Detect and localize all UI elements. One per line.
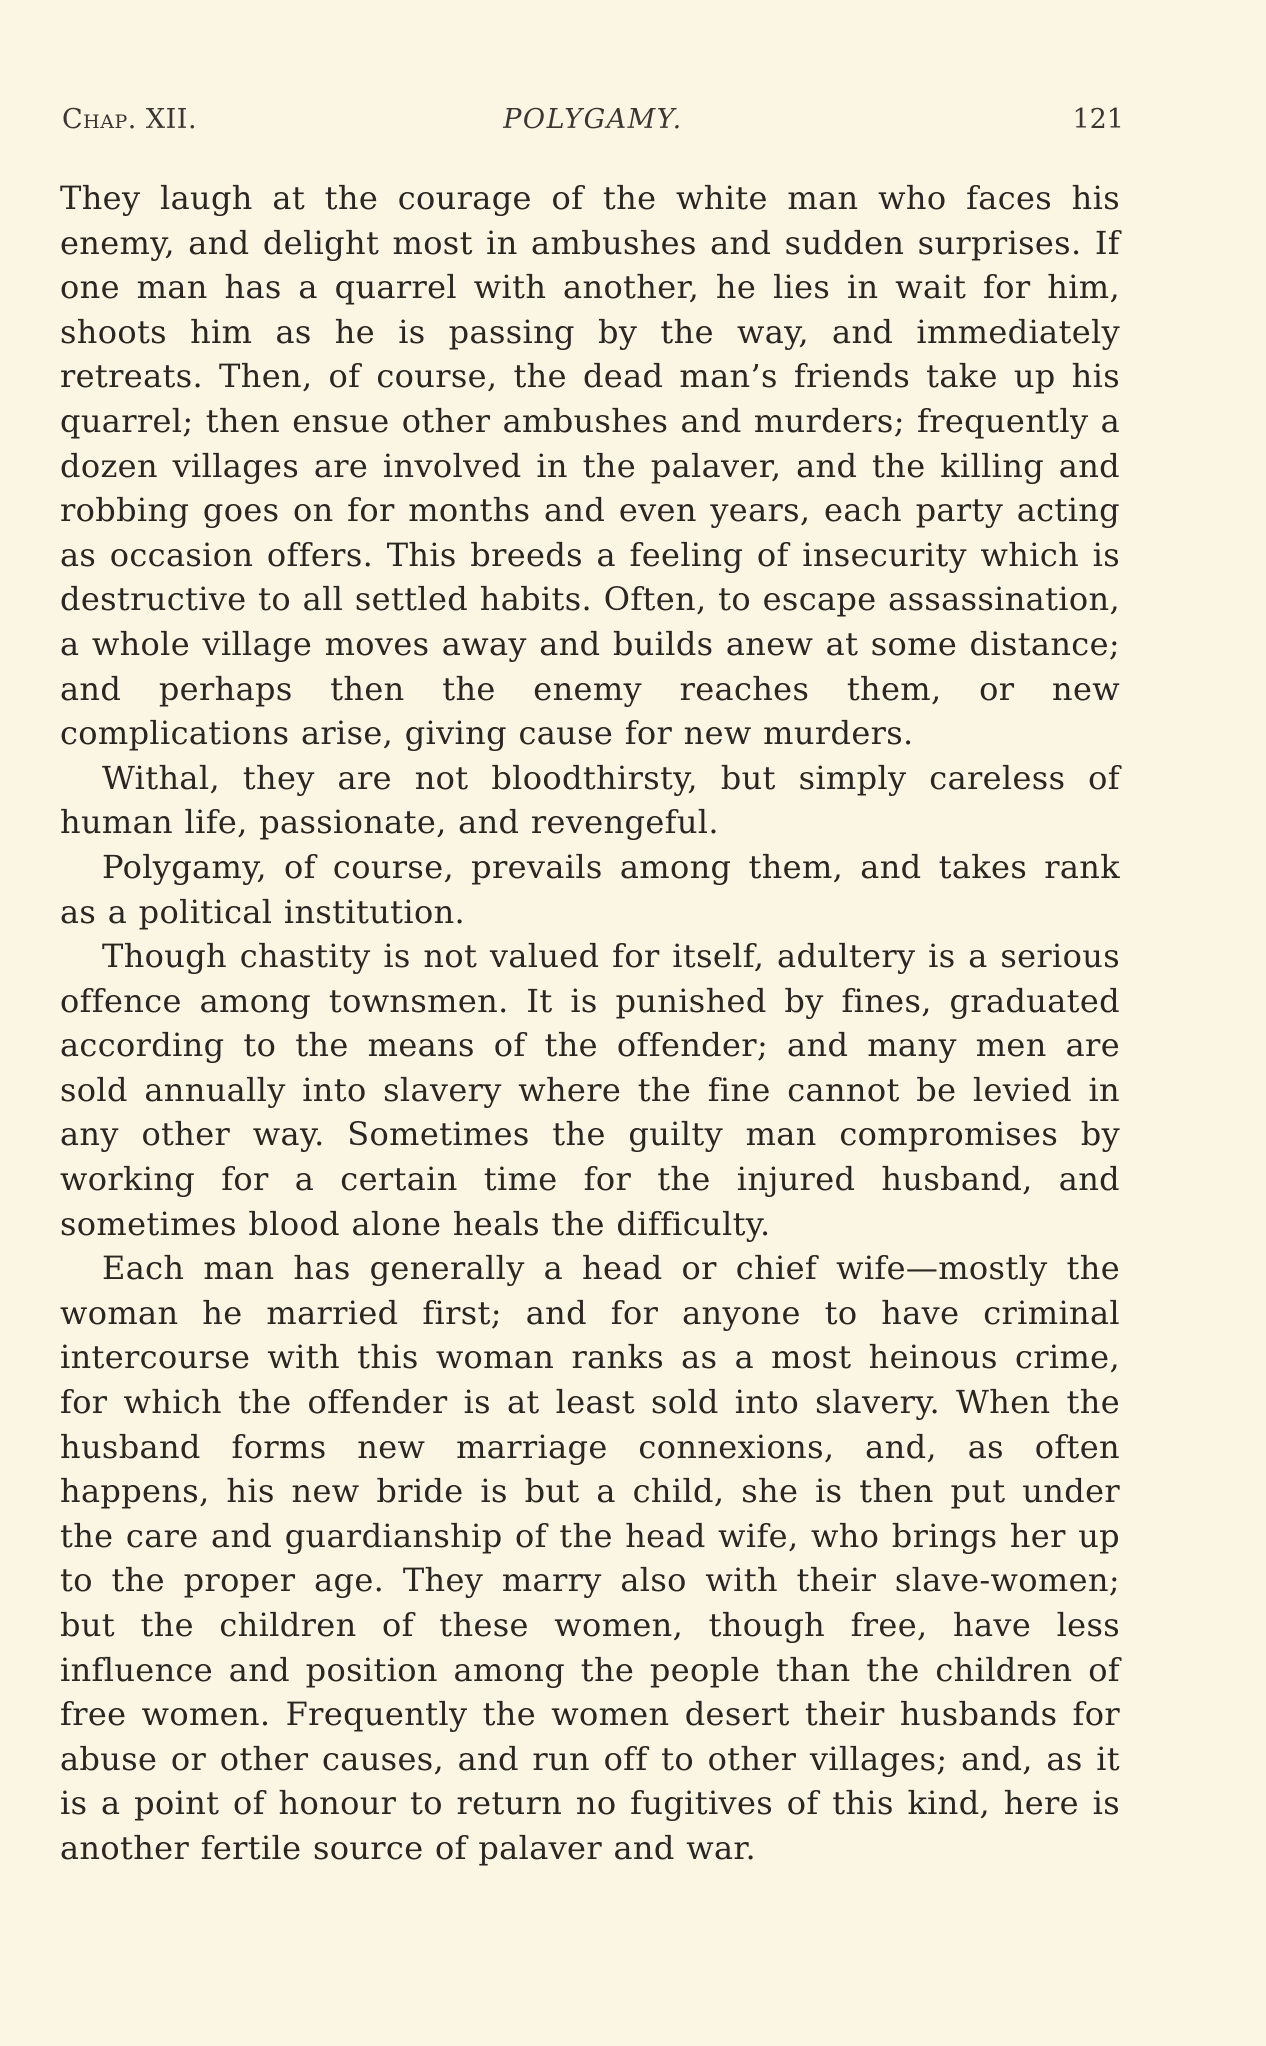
paragraph-ambushes: They laugh at the courage of the white man who faces his enemy, and delight most in ambushes and sudden surprises. If one man has a quarrel with another, he lies in wait for him, shoots him as he is passing by the way, and immediately retreats. Then, of course, the dead man’s friends take up his quarrel; then ensue other ambushes and murders; frequently a dozen villages are involved in the palaver, and the killing and robbing goes on for months and even years, each party acting as occasion offers. This breeds a feeling of insecurity which is destructive to all settled habits. Often, to escape assassination, a whole village moves away and builds anew at some distance; and perhaps then the enemy reaches them, or new complications arise, giving cause for new murders. bbox=[60, 179, 1120, 753]
paragraph-withal: Withal, they are not bloodthirsty, but simply careless of human life, passionate, and revengeful. bbox=[60, 758, 1120, 842]
body-text bbox=[60, 176, 1120, 1871]
running-title: POLYGAMY. bbox=[503, 104, 683, 135]
chapter-label: Chap. XII. bbox=[62, 104, 198, 135]
running-head bbox=[62, 104, 1124, 144]
paragraph-chastity: Though chastity is not valued for itself, adultery is a serious offence among townsmen. It is punished by fines, graduated according to the means of the offender; and many men are sold annually into slavery where the fine cannot be levied in any other way. Sometimes the guilty man compromises by working for a certain time for the injured husband, and sometimes blood alone heals the difficulty. bbox=[60, 937, 1120, 1243]
page-number: 121 bbox=[1072, 104, 1124, 135]
paragraph-polygamy: Polygamy, of course, prevails among them, and takes rank as a political institution. bbox=[60, 847, 1120, 931]
paragraph-head-wife: Each man has generally a head or chief wife—mostly the woman he married first; and for anyone to have criminal intercourse with this woman ranks as a most heinous crime, for which the offender is at least sold into slavery. When the husband forms new marriage connexions, and, as often happens, his new bride is but a child, she is then put under the care and guardianship of the head wife, who brings her up to the proper age. They marry also with their slave-women; but the children of these women, though free, have less influence and position among the people than the children of free women. Frequently the women desert their husbands for abuse or other causes, and run off to other villages; and, as it is a point of honour to return no fugitives of this kind, here is another fertile source of palaver and war. bbox=[60, 1249, 1120, 1867]
